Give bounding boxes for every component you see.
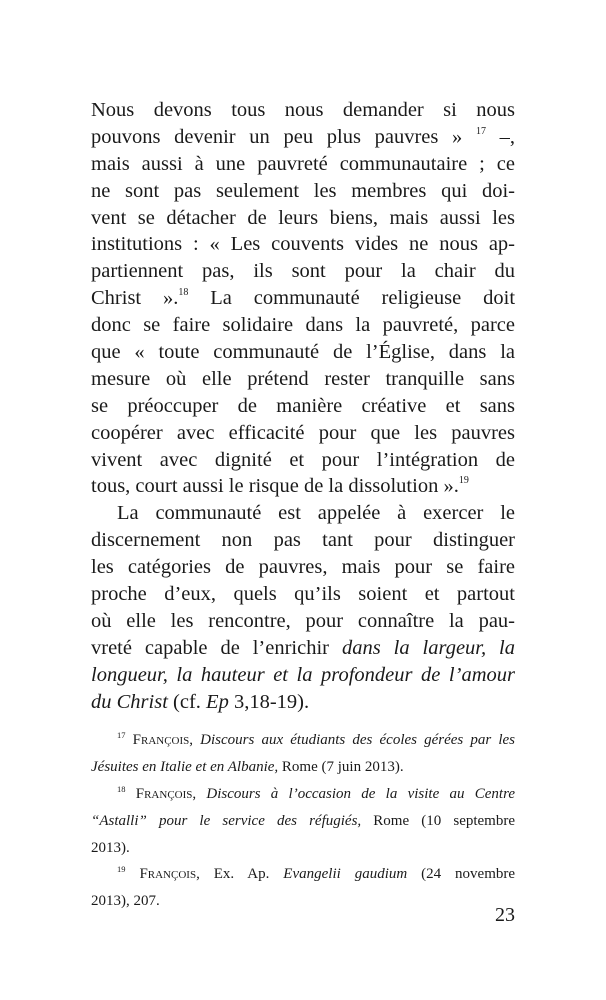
footnote-author: François, [132,732,194,748]
body-text [91,97,515,715]
text-line: coopérer avec efficacité pour que les pauvres [91,421,515,444]
text-span: La communauté religieuse doit [210,287,516,310]
footnote-title: Discours à l’occasion de la visite au Centre [206,785,516,802]
text-span: (cf. [173,690,201,713]
footnote-ref-17: 17 [475,125,486,137]
footnote-18-cont: 2013). [91,839,130,856]
footnote-19-cont: 2013), 207. [91,893,160,910]
footnote-text: Ex. Ap. [213,866,270,883]
page-number: 23 [495,904,515,926]
footnote-text: Rome (10 septembre [373,812,516,829]
text-span: 3,18-19). [233,690,310,713]
footnote-number: 19 [117,864,126,875]
text-line [91,124,515,151]
footnote-text: (24 novembre [421,866,516,883]
text-span: –, [499,125,516,148]
text-span: pouvons devenir un peu plus pauvres » [91,125,463,148]
text-line [91,473,515,500]
footnote-title: “Astalli” pour le service des réfugiés, [91,812,362,829]
text-line: vent se détacher de leurs biens, mais aussi les [91,206,515,229]
text-line [91,285,515,312]
footnotes [91,730,515,918]
footnote-title: Evangelii gaudium [283,866,408,883]
footnote-18 [91,784,515,811]
footnote-text: Rome (7 juin 2013). [281,758,404,775]
footnote-ref-18: 18 [178,287,189,299]
text-line: Nous devons tous nous demander si nous [91,99,515,121]
footnote-title: Jésuites en Italie et en Albanie, [91,758,279,775]
footnote-18-cont [91,811,515,838]
text-line: partiennent pas, ils sont pour la chair du [91,260,515,283]
text-line: donc se faire solidaire dans la pauvreté, parce [91,314,515,337]
text-line: mais aussi à une pauvreté communautaire ; ce [91,152,515,175]
text-line: où elle les rencontre, pour connaître la pau- [91,609,515,632]
footnote-title: Discours aux étudiants des écoles gérées par les [200,732,516,748]
footnote-number: 18 [117,783,126,794]
text-line [91,689,515,716]
paragraph-1 [91,97,515,500]
italic-span: Ep [206,690,229,713]
footnote-19 [91,864,515,891]
text-line: se préoccuper de manière créative et sans [91,394,515,417]
footnote-17-cont [91,757,515,784]
text-line: ne sont pas seulement les membres qui doi- [91,179,515,202]
footnote-author: François, [135,785,197,802]
text-line: institutions : « Les couvents vides ne nous ap- [91,233,515,256]
text-line [91,662,515,689]
footnote-17 [91,730,515,757]
italic-span: du Christ [91,690,168,713]
footnote-author: François, [139,866,200,883]
text-line: mesure où elle prétend rester tranquille sans [91,367,515,390]
text-span: Christ ». [91,287,179,310]
text-line: La communauté est appelée à exercer le [117,502,515,525]
footnote-number: 17 [117,730,126,740]
text-line: discernement non pas tant pour distinguer [91,529,515,552]
text-line: que « toute communauté de l’Église, dans la [91,341,515,364]
footnote-ref-19: 19 [458,475,469,487]
italic-span: dans la largeur, la [341,636,516,659]
paragraph-2 [91,500,515,715]
text-line: vivent avec dignité et pour l’intégration de [91,448,515,471]
text-span: tous, court aussi le risque de la dissolution ». [91,475,459,498]
text-line [91,635,515,662]
text-span: vreté capable de l’enrichir [91,636,330,659]
text-line: les catégories de pauvres, mais pour se faire [91,556,515,579]
text-line: proche d’eux, quels qu’ils soient et partout [91,583,515,606]
italic-span: longueur, la hauteur et la profondeur de l’amour [91,663,515,686]
